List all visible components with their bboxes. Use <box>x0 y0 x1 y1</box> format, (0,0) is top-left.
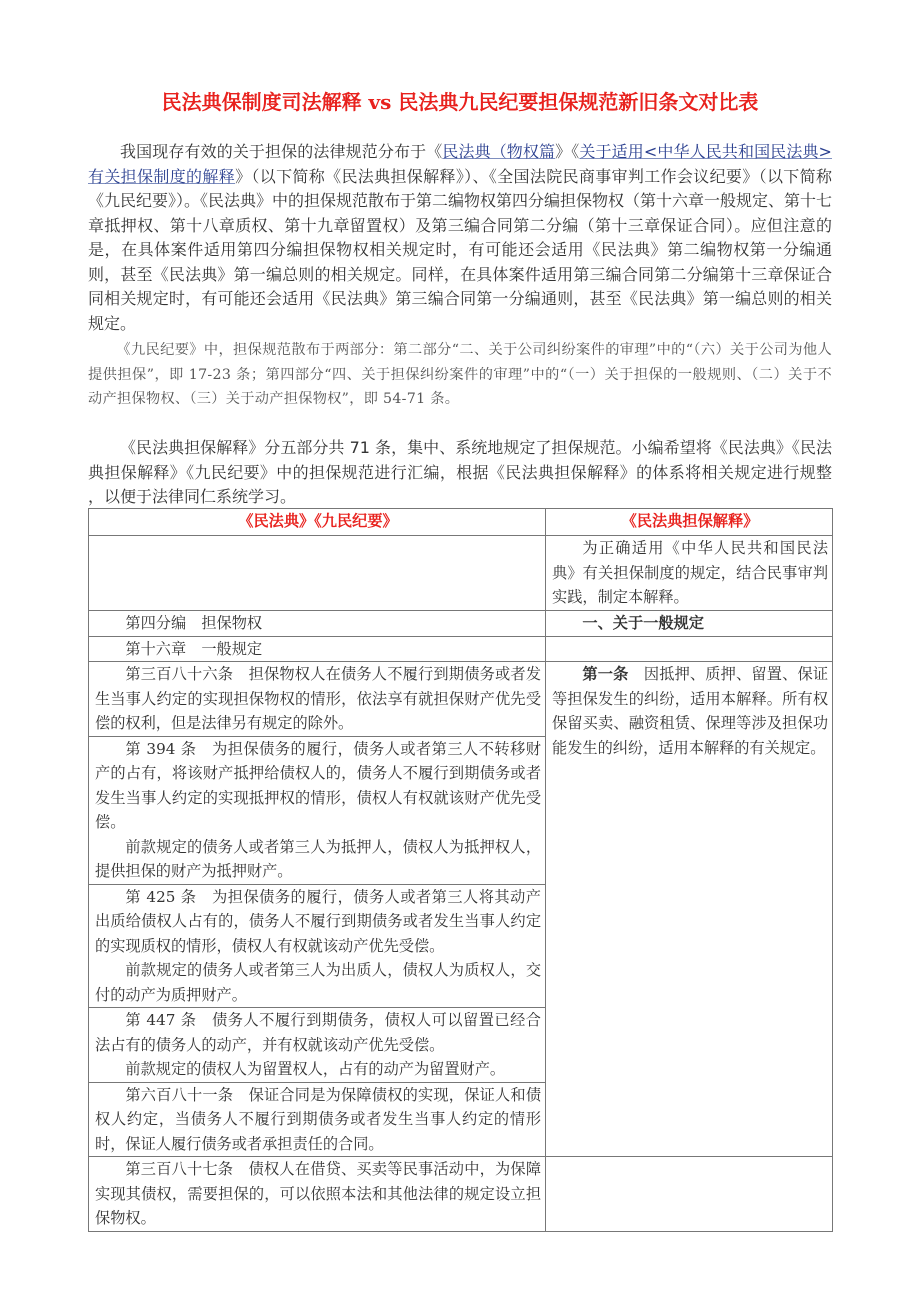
document-title: 民法典保制度司法解释 vs 民法典九民纪要担保规范新旧条文对比表 <box>161 90 759 114</box>
empty-cell <box>89 536 546 611</box>
article-text: 前款规定的债务人或者第三人为出质人，债权人为质权人，交付的动产为质押财产。 <box>95 961 541 1004</box>
preamble-cell <box>546 536 833 611</box>
empty-cell <box>546 1157 833 1232</box>
comparison-table <box>88 508 833 1232</box>
table-row <box>89 611 833 637</box>
table-row <box>89 636 833 662</box>
header-left: 《民法典》《九民纪要》 <box>89 509 546 536</box>
article-425-cell <box>89 884 546 1008</box>
table-row <box>89 662 833 737</box>
article-394-cell <box>89 736 546 884</box>
intro-paragraph-1 <box>88 140 832 336</box>
table-row <box>89 536 833 611</box>
chapter-title: 第十六章 一般规定 <box>125 639 263 658</box>
article-text: 第 447 条 债务人不履行到期债务，债权人可以留置已经合法占有的债务人的动产，并有权就该动产优先受偿。 <box>95 1011 541 1054</box>
table-row <box>89 1157 833 1232</box>
chapter-left <box>89 636 546 662</box>
article-text: 第三百八十七条 债权人在借贷、买卖等民事活动中，为保障实现其债权，需要担保的，可以依照本法和其他法律的规定设立担保物权。 <box>95 1160 541 1227</box>
preamble-text: 为正确适用《中华人民共和国民法典》有关担保制度的规定，结合民事审判实践，制定本解释。 <box>552 539 828 606</box>
article-text: 第 394 条 为担保债务的履行，债务人或者第三人不转移财产的占有，将该财产抵押给债权人的，债务人不履行到期债务或者发生当事人约定的实现抵押权的情形，债权人有权就该财产优先受偿。 <box>95 739 541 831</box>
table-header-row <box>89 509 833 536</box>
article-text: 前款规定的债权人为留置权人，占有的动产为留置财产。 <box>125 1060 506 1078</box>
article-text: 前款规定的债务人或者第三人为抵押人，债权人为抵押权人，提供担保的财产为抵押财产。 <box>95 837 541 880</box>
link-guarantee-interpretation[interactable]: 关于适用<中华人民共和国民法典>有关担保制度的解释 <box>88 142 832 186</box>
part-title: 第四分编 担保物权 <box>125 614 263 632</box>
empty-cell <box>546 636 833 662</box>
article-text: 第三百八十六条 担保物权人在债务人不履行到期债务或者发生当事人约定的实现担保物权的情形，依法享有就担保财产优先受偿的权利，但是法律另有规定的除外。 <box>95 665 541 732</box>
intro-text: 》《 <box>555 142 580 161</box>
part-left <box>89 611 546 637</box>
header-right: 《民法典担保解释》 <box>546 509 833 536</box>
intro-paragraph-3: 《民法典担保解释》分五部分共 71 条，集中、系统地规定了担保规范。小编希望将《民法典》《民法典担保解释》《九民纪要》中的担保规范进行汇编，根据《民法典担保解释》的体系将相关规定进行规整 ，以便于法律同仁系统学习。 <box>88 438 832 506</box>
article-label: 第一条 <box>582 665 629 683</box>
article-387-cell <box>89 1157 546 1232</box>
intro-paragraph-2: 《九民纪要》中，担保规范散布于两部分：第二部分“二、关于公司纠纷案件的审理”中的“（六）关于公司为他人提供担保”，即 17-23 条；第四部分“四、关于担保纠纷案件的审理”中的“（一）关于担保的一般规则、（二）关于不动产担保物权、（三）关于动产担保物权”，即 54-71 条。 <box>88 342 832 407</box>
article-text: 第六百八十一条 保证合同是为保障债权的实现，保证人和债权人约定，当债务人不履行到期债务或者发生当事人约定的情形时，保证人履行债务或者承担责任的合同。 <box>95 1085 541 1153</box>
link-civil-code-property[interactable]: 民法典（物权篇 <box>442 142 556 161</box>
section-title: 一、关于一般规定 <box>582 614 704 632</box>
article-text: 因抵押、质押、留置、保证等担保发生的纠纷，适用本解释。所有权保留买卖、融资租赁、保理等涉及担保功能发生的纠纷，适用本解释的有关规定。 <box>552 665 829 757</box>
intro-text: 》（以下简称《民法典担保解释》）、《全国法院民商事审判工作会议纪要》（以下简称《九民纪要》）。《民法典》中的担保规范散布于第二编物权第四分编担保物权（第十六章一般规定、第十七章抵押权、第十八章质权、第十九章留置权）及第三编合同第二分编（第十三章保证合同）。应但注意的是，在具体案件适用第四分编担保物权相关规定时，有可能还会适用《民法典》第二编物权第一分编通则，甚至《民法典》第一编总则的相关规定。同样，在具体案件适用第三编合同第二分编第十三章保证合同相关规定时，有可能还会适用《民法典》第三编合同第一分编通则，甚至《民法典》第一编总则的相关规定。 <box>88 166 833 333</box>
part-right <box>546 611 833 637</box>
article-681-cell <box>89 1082 546 1157</box>
interpretation-article-1-cell <box>546 662 833 1157</box>
article-386-cell <box>89 662 546 737</box>
article-text: 第 425 条 为担保债务的履行，债务人或者第三人将其动产出质给债权人占有的，债务人不履行到期债务或者发生当事人约定的实现质权的情形，债权人有权就该动产优先受偿。 <box>95 887 541 955</box>
intro-text: 我国现存有效的关于担保的法律规范分布于《 <box>120 142 443 161</box>
article-447-cell <box>89 1008 546 1083</box>
